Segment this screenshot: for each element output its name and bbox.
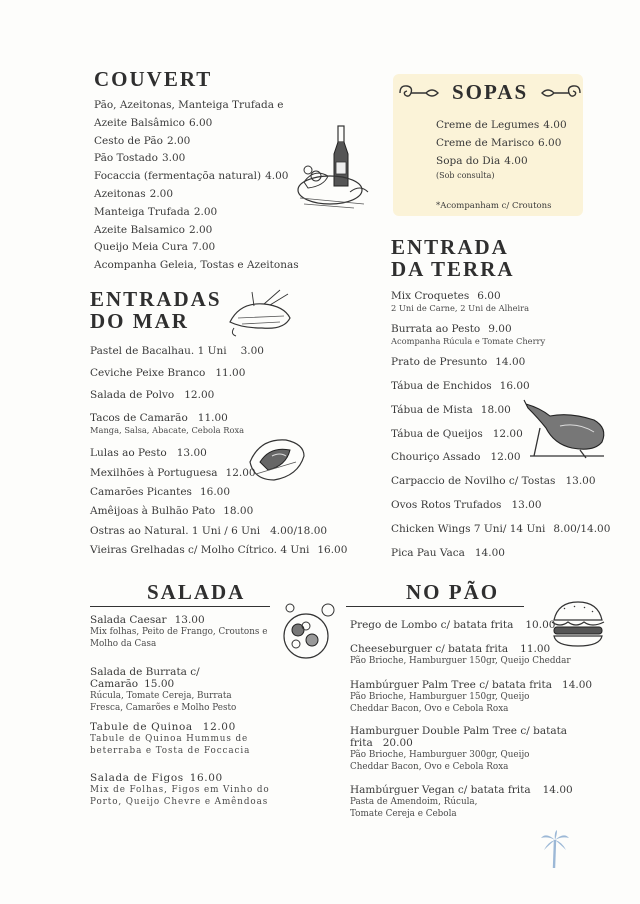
menu-item: Acompanha Geleia, Tostas e Azeitonas	[94, 259, 299, 271]
menu-item: Prego de Lombo c/ batata frita 10.00	[350, 619, 556, 631]
pao-title: NO PÃO	[406, 580, 500, 604]
menu-item: Creme de Legumes 4.00	[436, 119, 567, 131]
salada-title: SALADA	[147, 580, 246, 604]
salad-bowl-illustration	[276, 600, 338, 662]
menu-item: Camarões Picantes 16.00	[90, 486, 231, 498]
menu-item: Queijo Meia Cura 7.00	[94, 241, 216, 253]
menu-item: Azeite Balsâmico 6.00	[94, 117, 213, 129]
menu-item: Salada Caesar 13.00 Mix folhas, Peito de Frango, Croutons e Molho da Casa	[90, 614, 268, 649]
right-scroll-ornament	[538, 82, 582, 104]
menu-item: Chouriço Assado 12.00	[391, 451, 521, 463]
menu-item: Chicken Wings 7 Uni/ 14 Uni 8.00/14.00	[391, 523, 611, 535]
menu-item: Pastel de Bacalhau. 1 Uni 3.00	[90, 345, 264, 357]
menu-item: Pica Pau Vaca 14.00	[391, 547, 505, 559]
menu-item: Salada de Figos 16.00 Mix de Folhas, Figos em Vinho do Porto, Queijo Chevre e Amêndoas	[90, 772, 270, 807]
menu-item: Azeite Balsamico 2.00	[94, 224, 213, 236]
left-scroll-ornament	[398, 82, 442, 104]
menu-item: Tabule de Quinoa 12.00 Tabule de Quinoa Hummus de beterraba e Tosta de Foccacia	[90, 721, 251, 756]
menu-item: Pão, Azeitonas, Manteiga Trufada e	[94, 99, 284, 111]
wine-bread-illustration	[294, 120, 374, 210]
menu-item: Mexilhões à Portuguesa 12.00	[90, 467, 256, 479]
menu-item: Cheeseburguer c/ batata frita 11.00 Pão Brioche, Hamburguer 150gr, Queijo Cheddar	[350, 643, 571, 666]
menu-item: Tábua de Mista 18.00	[391, 404, 511, 416]
menu-item: Ostras ao Natural. 1 Uni / 6 Uni 4.00/18.00	[90, 525, 328, 537]
menu-item: Ovos Rotos Trufados 13.00	[391, 499, 542, 511]
menu-item: Carpaccio de Novilho c/ Tostas 13.00	[391, 475, 596, 487]
terra-title: ENTRADA DA TERRA	[391, 235, 515, 282]
sopas-note: *Acompanham c/ Croutons	[436, 201, 552, 211]
mar-title: ENTRADAS DO MAR	[90, 287, 222, 334]
palm-tree-logo	[540, 830, 570, 870]
menu-item: Tábua de Queijos 12.00	[391, 428, 523, 440]
menu-item: Manteiga Trufada 2.00	[94, 206, 218, 218]
menu-item: Azeitonas 2.00	[94, 188, 174, 200]
couvert-title: COUVERT	[94, 67, 213, 91]
menu-item: Mix Croquetes 6.00 2 Uni de Carne, 2 Uni de Alheira	[391, 290, 530, 313]
menu-item: Hambúrguer Palm Tree c/ batata frita 14.00 Pão Brioche, Hamburguer 150gr, Queijo Cheddar Bacon, Ovo e Cebola Roxa	[350, 679, 593, 714]
sopas-sob-consulta: (Sob consulta)	[436, 171, 495, 180]
mussels-illustration	[246, 432, 308, 486]
menu-item: Burrata ao Pesto 9.00 Acompanha Rúcula e Tomate Cherry	[391, 323, 546, 346]
menu-item: Vieiras Grelhadas c/ Molho Cítrico. 4 Uni 16.00	[90, 544, 348, 556]
menu-item: Salada de Polvo 12.00	[90, 389, 215, 401]
menu-item: Prato de Presunto 14.00	[391, 356, 526, 368]
menu-item: Focaccia (fermentaçõa natural) 4.00	[94, 170, 289, 182]
menu-item: Tábua de Enchidos 16.00	[391, 380, 530, 392]
menu-item: Sopa do Dia 4.00	[436, 155, 528, 167]
menu-item: Tacos de Camarão 11.00 Manga, Salsa, Abacate, Cebola Roxa	[90, 412, 245, 435]
menu-item: Creme de Marisco 6.00	[436, 137, 562, 149]
shrimp-illustration	[224, 288, 298, 338]
menu-item: Ceviche Peixe Branco 11.00	[90, 367, 246, 379]
pao-divider	[346, 606, 524, 607]
burger-illustration	[550, 600, 606, 648]
menu-item: Salada de Burrata c/ Camarão 15.00 Rúcula, Tomate Cereja, Burrata Fresca, Camarões e Molho Pesto	[90, 666, 237, 713]
salada-divider	[90, 606, 270, 607]
sopas-title: SOPAS	[452, 80, 529, 104]
menu-item: Hamburguer Double Palm Tree c/ batata frita 20.00 Pão Brioche, Hamburguer 300gr, Queijo Cheddar Bacon, Ovo e Cebola Roxa	[350, 725, 568, 772]
menu-item: Hambúrguer Vegan c/ batata frita 14.00 Pasta de Amendoim, Rúcula, Tomate Cereja e Cebola	[350, 784, 573, 819]
ham-leg-illustration	[520, 398, 610, 460]
menu-item: Pão Tostado 3.00	[94, 152, 186, 164]
menu-item: Amêijoas à Bulhão Pato 18.00	[90, 505, 254, 517]
menu-item: Cesto de Pão 2.00	[94, 135, 191, 147]
menu-item: Lulas ao Pesto 13.00	[90, 447, 207, 459]
